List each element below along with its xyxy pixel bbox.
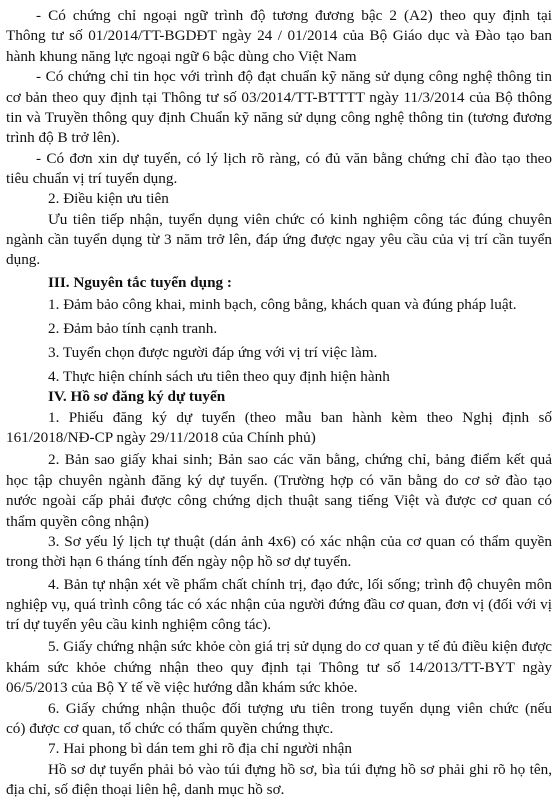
list-item: 7. Hai phong bì dán tem ghi rõ địa chỉ người nhận: [48, 740, 352, 758]
text-line: Thông tư số 01/2014/TT-BGDĐT ngày 24 / 01/2014 của Bộ Giáo dục và Đào tạo ban: [6, 27, 552, 45]
text-line: địa chỉ, số điện thoại liên hệ, danh mục hồ sơ.: [6, 781, 285, 798]
list-item: 4. Thực hiện chính sách ưu tiên theo quy định hiện hành: [48, 368, 390, 386]
text-line: hành khung năng lực ngoại ngữ 6 bậc dùng cho Việt Nam: [6, 47, 357, 65]
list-item: 2. Bản sao giấy khai sinh; Bản sao các văn bằng, chứng chỉ, bảng điểm kết quả: [48, 451, 552, 469]
list-item: 6. Giấy chứng nhận thuộc đối tượng ưu tiên trong tuyển dụng viên chức (nếu: [48, 699, 552, 717]
text-line: - Có đơn xin dự tuyển, có lý lịch rõ ràng, có đủ văn bằng chứng chỉ đào tạo theo: [36, 149, 552, 167]
text-line: nước ngoài cấp phải được công chứng dịch thuật sang tiếng Việt và được cơ quan có: [6, 492, 552, 510]
text-line: khám sức khỏe chứng nhận theo quy định tại Thông tư số 14/2013/TT-BYT ngày: [6, 658, 552, 676]
text-line: Hồ sơ dự tuyển phải bỏ vào túi đựng hồ sơ, bìa túi đựng hồ sơ phải ghi rõ họ tên,: [48, 760, 552, 778]
text-line: 161/2018/NĐ-CP ngày 29/11/2018 của Chính phủ): [6, 429, 316, 447]
text-line: trí dự tuyển yêu cầu kinh nghiệm công tác).: [6, 616, 272, 634]
text-line: nghiệp vụ, quá trình công tác có xác nhận của người đứng đầu cơ quan, đơn vị (đối với vị: [6, 595, 552, 613]
list-item: 3. Sơ yếu lý lịch tự thuật (dán ảnh 4x6) có xác nhận của cơ quan có thẩm quyền: [48, 532, 552, 550]
text-line: tiêu chuẩn vị trí tuyển dụng.: [6, 169, 178, 187]
list-item: 2. Đảm bảo tính cạnh tranh.: [48, 319, 218, 337]
list-item: 5. Giấy chứng nhận sức khỏe còn giá trị sử dụng do cơ quan y tế đủ điều kiện được: [48, 639, 552, 656]
text-line: trong thời hạn 6 tháng tính đến ngày nộp hồ sơ dự tuyển.: [6, 553, 352, 571]
section-heading: IV. Hồ sơ đăng ký dự tuyển: [48, 388, 226, 406]
list-item: 1. Phiếu đăng ký dự tuyển (theo mẫu ban hành kèm theo Nghị định số: [48, 408, 552, 426]
text-line: Ưu tiên tiếp nhận, tuyển dụng viên chức có kinh nghiệm công tác đúng chuyên: [48, 210, 552, 228]
text-line: dụng.: [6, 251, 41, 269]
list-item: 3. Tuyển chọn được người đáp ứng với vị trí việc làm.: [48, 344, 378, 361]
section-heading: III. Nguyên tắc tuyển dụng :: [48, 273, 232, 291]
text-line: cơ bản theo quy định tại Thông tư số 03/2014/TT-BTTTT ngày 11/3/2014 của Bộ thông: [6, 88, 552, 106]
text-line: - Có chứng chỉ ngoại ngữ trình độ tương đương bậc 2 (A2) theo quy định tại: [36, 7, 552, 24]
text-line: 06/5/2013 của Bộ Y tế về việc hướng dẫn khám sức khỏe.: [6, 679, 358, 697]
list-item: 1. Đảm bảo công khai, minh bạch, công bằng, khách quan và đúng pháp luật.: [48, 295, 517, 313]
text-line: ngành cần tuyển dụng từ 3 năm trở lên, đáp ứng được ngay yêu cầu của vị trí cần tuyển: [6, 231, 552, 249]
text-line: trình độ B trở lên).: [6, 129, 120, 147]
text-line: học tập chuyên ngành đăng ký dự tuyển. (Trường hợp có văn bằng do cơ sở đào tạo: [6, 471, 552, 489]
section-heading: 2. Điều kiện ưu tiên: [48, 190, 169, 208]
text-line: tin và Truyền thông quy định Chuẩn kỹ năng sử dụng công nghệ thông tin (tương đương: [6, 108, 552, 126]
text-line: thẩm quyền công nhận): [6, 512, 149, 530]
text-line: - Có chứng chỉ tin học với trình độ đạt chuẩn kỹ năng sử dụng công nghệ thông tin: [36, 68, 552, 86]
text-line: có) được cơ quan, tổ chức có thẩm quyền chứng thực.: [6, 719, 334, 737]
list-item: 4. Bản tự nhận xét về phẩm chất chính trị, đạo đức, lối sống; trình độ chuyên môn: [48, 575, 552, 593]
